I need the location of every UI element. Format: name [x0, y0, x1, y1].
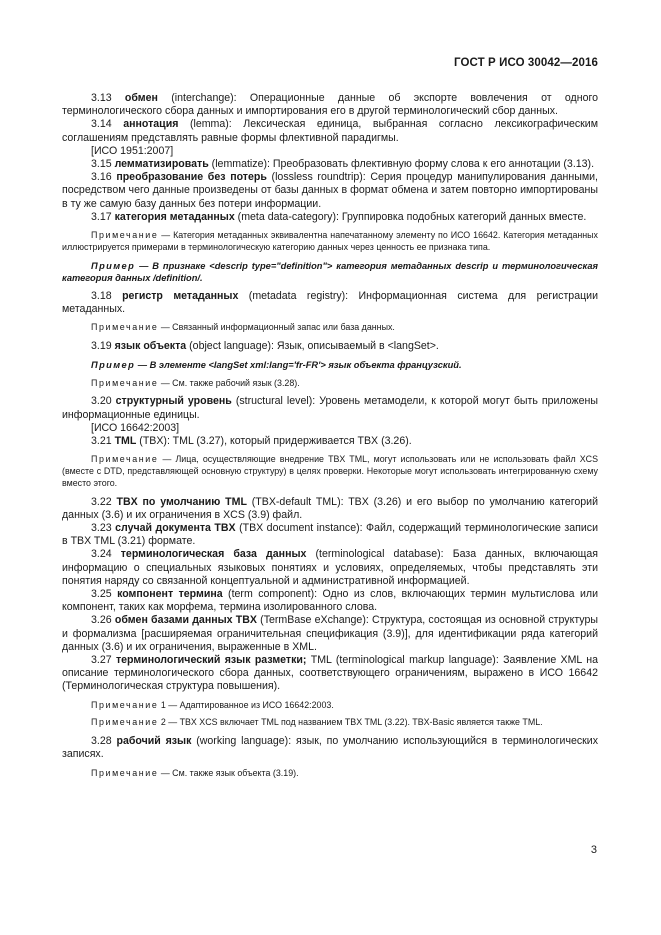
- term-name: структурный уровень: [115, 395, 232, 408]
- term-entry: [62, 654, 598, 694]
- term-name: аннотация: [123, 118, 179, 131]
- note-label: Примечание: [91, 699, 159, 710]
- term-name: рабочий язык: [116, 735, 192, 748]
- term-definition: (meta data-category): Группировка подобных категорий данных вместе.: [234, 210, 587, 223]
- term-definition: (terminological database): База данных, включающая информацию о специальных языковых понятиях и условиях, определяемых, чтобы представлять эти понятия наряду со связанной концептуальной и административной информацией.: [62, 548, 598, 587]
- note: [62, 378, 598, 390]
- term-definition: (lemmatize): Преобразовать флективную форму слова к его аннотации (3.13).: [208, 158, 595, 171]
- term-number: 3.16: [91, 171, 112, 184]
- note-text: 1 — Адаптированное из ИСО 16642:2003.: [158, 699, 334, 710]
- source-reference: [ИСО 1951:2007]: [91, 144, 174, 157]
- source-reference: [ИСО 16642:2003]: [91, 421, 180, 434]
- note-text: — Лица, осуществляющие внедрение TBX TML, могут использовать или не использовать файл XCS (вместе с DTD, представляющей основную структуру) в целях проверки. Некоторые могут использовать интегрированную схему вместо этого.: [62, 454, 598, 488]
- note-text: — См. также рабочий язык (3.28).: [158, 377, 300, 388]
- term-entry: [62, 340, 598, 353]
- term-definition: TML (terminological markup language): Заявление XML на описание терминологического сбора данных, соответствующего ограничениям, выражено в ИСО 16642 (Терминологическая структура повышения).: [62, 654, 598, 693]
- term-number: 3.21: [91, 435, 112, 448]
- page-number: 3: [590, 844, 597, 856]
- term-definition: (lemma): Лексическая единица, выбранная согласно лексикографическим соглашениям представлять равные формы флективной парадигмы.: [62, 118, 599, 144]
- term-name: регистр метаданных: [122, 290, 239, 303]
- term-number: 3.25: [91, 588, 112, 601]
- term-number: 3.18: [91, 290, 112, 303]
- note-label: Примечание: [91, 377, 159, 388]
- term-definition: (working language): язык, по умолчанию использующийся в терминологических записях.: [62, 735, 599, 761]
- term-number: 3.19: [91, 340, 112, 353]
- term-entry: [62, 92, 598, 118]
- note: [62, 322, 598, 334]
- example: [62, 359, 598, 371]
- term-number: 3.14: [91, 118, 112, 131]
- example: [62, 260, 598, 284]
- term-name: категория метаданных: [114, 210, 235, 223]
- note-text: 2 — TBX XCS включает TML под названием TBX TML (3.22). TBX-Basic является также TML.: [158, 717, 543, 728]
- term-entry: [62, 435, 598, 448]
- term-number: 3.22: [91, 495, 112, 508]
- term-name: терминологическая база данных: [120, 548, 307, 561]
- term-number: 3.26: [91, 614, 112, 627]
- note: [62, 230, 598, 254]
- term-name: TBX по умолчанию TML: [116, 495, 247, 508]
- note-label: Примечание: [91, 322, 159, 333]
- term-number: 3.20: [91, 395, 112, 408]
- note-label: Примечание: [91, 717, 159, 728]
- term-name: обмен: [124, 92, 158, 104]
- example-text: — В элементе <langSet xml:lang='fr-FR'> язык объекта французский.: [135, 360, 462, 371]
- term-name: терминологический язык разметки;: [115, 654, 307, 667]
- term-number: 3.15: [91, 158, 112, 171]
- note-text: — Связанный информационный запас или база данных.: [158, 322, 395, 333]
- term-entry: [62, 395, 598, 421]
- example-label: Пример: [91, 260, 136, 271]
- term-definition: (metadata registry): Информационная система для регистрации метаданных.: [62, 290, 598, 316]
- term-definition: (TBX): TML (3.27), который придерживается TBX (3.26).: [136, 435, 412, 448]
- term-definition: (interchange): Операционные данные об экспорте вовлечения от одного терминологического сбора данных и импортирования его в другой терминологический сбор данных.: [62, 92, 598, 118]
- term-name: лемматизировать: [114, 158, 209, 171]
- example-label: Пример: [91, 360, 136, 371]
- term-entry: [62, 735, 598, 761]
- term-name: язык объекта: [114, 340, 187, 353]
- term-definition: (term component): Одно из слов, включающих термин мультислова или компонент, таких как морфема, термина изолированного слова.: [62, 588, 598, 614]
- term-entry: [62, 158, 598, 171]
- term-entry: [62, 171, 598, 211]
- note-label: Примечание: [91, 454, 159, 465]
- document-body: [62, 92, 598, 785]
- term-definition: (TermBase eXchange): Структура, состоящая из основной структуры и формализма [расширяемая ограничительная спецификация (3.9)], для идентификации ряда категорий данных (3.6) и их ограничения, выраженные в XML.: [62, 614, 598, 653]
- term-definition: (lossless roundtrip): Серия процедур манипулирования данными, посредством чего данные произведены от базы данных в формат обмена и затем повторно импортированы в ту же самую базу данных без потери информации.: [62, 171, 598, 210]
- term-number: 3.23: [91, 522, 112, 535]
- term-number: 3.27: [91, 654, 112, 667]
- term-definition: (object language): Язык, описываемый в <langSet>.: [186, 340, 439, 353]
- term-name: случай документа TBX: [115, 522, 236, 535]
- term-entry: [62, 118, 598, 144]
- note-text: — См. также язык объекта (3.19).: [158, 767, 299, 778]
- term-entry: [62, 614, 598, 654]
- term-entry: [62, 588, 598, 614]
- term-entry: [62, 548, 598, 588]
- term-name: обмен базами данных TBX: [114, 614, 257, 627]
- term-definition: (structural level): Уровень метамодели, к которой могут быть приложены информационные единицы.: [62, 395, 598, 421]
- page-header: ГОСТ Р ИСО 30042—2016: [453, 57, 598, 69]
- term-entry: [62, 522, 598, 548]
- note-text: — Категория метаданных эквивалентна напечатанному элементу по ИСО 16642. Категория метаданных иллюстрируется примерами в терминологическую категорию данных через ценность ее признака типа.: [62, 230, 598, 252]
- term-entry: [62, 496, 598, 522]
- term-entry: [62, 211, 598, 224]
- term-entry: [62, 290, 598, 316]
- term-number: 3.24: [91, 548, 112, 561]
- term-number: 3.17: [91, 210, 112, 223]
- term-name: компонент термина: [117, 588, 223, 601]
- note-label: Примечание: [91, 767, 159, 778]
- term-number: 3.28: [91, 735, 112, 748]
- example-text: — В признаке <descrip type="definition"> категория метаданных descrip и терминологическая категория данных /definition/.: [62, 260, 598, 283]
- term-definition: (TBX document instance): Файл, содержащий терминологические записи в TBX TML (3.21) формате.: [62, 522, 598, 548]
- term-name: преобразование без потерь: [116, 171, 267, 184]
- term-name: TML: [114, 435, 137, 448]
- note-label: Примечание: [91, 230, 159, 241]
- term-number: 3.13: [91, 92, 112, 104]
- term-definition: (TBX-default TML): TBX (3.26) и его выбор по умолчанию категорий данных (3.6) и их ограничения в XCS (3.9) файл.: [62, 495, 598, 521]
- note: [62, 717, 598, 729]
- note: [62, 700, 598, 712]
- note: [62, 454, 598, 489]
- note: [62, 768, 598, 780]
